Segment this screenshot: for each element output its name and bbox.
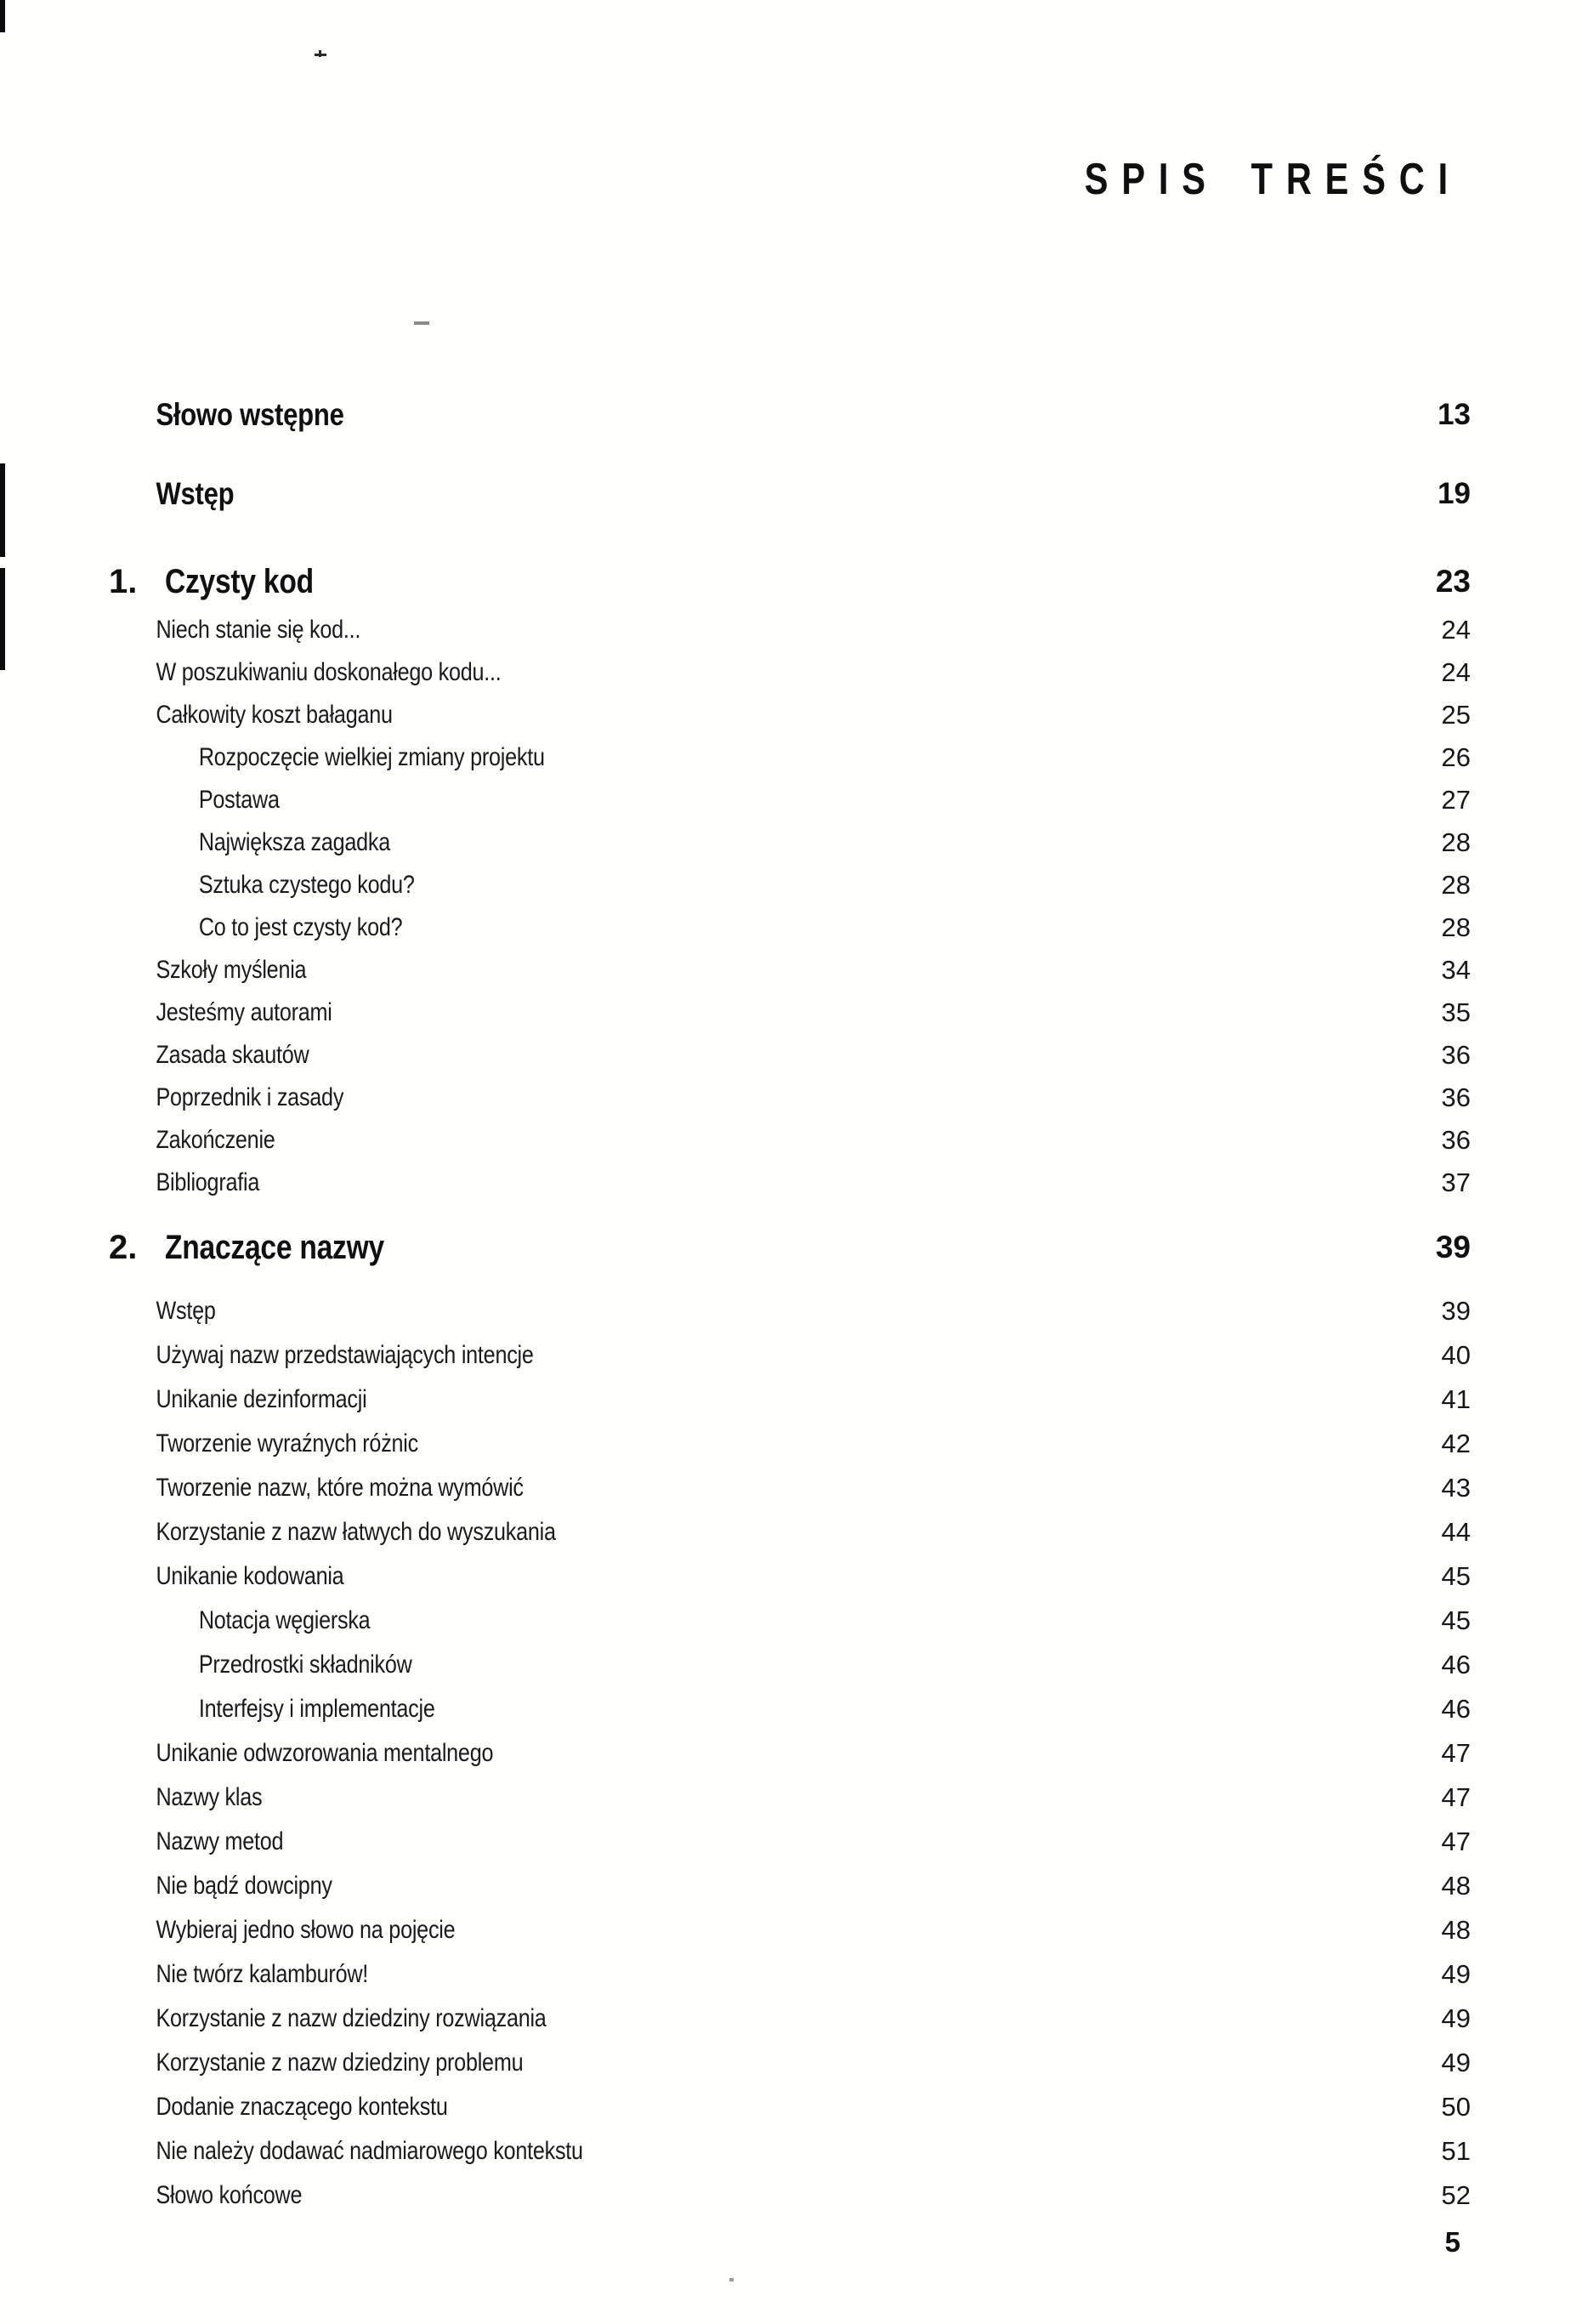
toc-row (109, 950, 1471, 991)
toc-entry-page: 46 (1441, 1694, 1471, 1724)
toc-row (109, 737, 1471, 778)
toc-row (109, 1077, 1471, 1118)
toc-entry-label: Rozpoczęcie wielkiej zmiany projektu (198, 743, 545, 771)
toc-entry-page: 28 (1441, 827, 1471, 857)
toc-entry-page: 49 (1441, 2003, 1471, 2033)
toc-row (109, 2175, 1471, 2216)
toc-entry-label: Jesteśmy autorami (156, 998, 332, 1026)
toc-row (109, 695, 1471, 736)
toc-row (109, 554, 1471, 609)
toc-entry-label: Korzystanie z nazw łatwych do wyszukania (156, 1518, 556, 1546)
toc-row (109, 652, 1471, 693)
toc-row (109, 1162, 1471, 1203)
toc-entry-page: 48 (1441, 1915, 1471, 1945)
toc-row (109, 1220, 1471, 1275)
toc-entry-label: Bibliografia (156, 1168, 260, 1196)
scan-artifact (0, 568, 5, 670)
toc-entry-page: 47 (1441, 1827, 1471, 1856)
toc-entry-page: 47 (1441, 1782, 1471, 1812)
toc-entry-page: 36 (1441, 1082, 1471, 1112)
toc-entry-label: Sztuka czystego kodu? (198, 871, 415, 899)
toc-entry-label: Nazwy klas (156, 1783, 263, 1811)
toc-entry-page: 44 (1441, 1517, 1471, 1547)
toc-row (109, 1335, 1471, 1376)
toc-entry-page: 35 (1441, 997, 1471, 1027)
toc-row (109, 610, 1471, 651)
toc-row (109, 865, 1471, 906)
toc-row (109, 992, 1471, 1033)
toc-entry-page: 45 (1441, 1605, 1471, 1635)
toc-entry-page: 34 (1441, 955, 1471, 985)
chapter-page: 39 (1435, 1230, 1471, 1264)
toc-entry-label: Poprzednik i zasady (156, 1083, 344, 1111)
toc-row (109, 1733, 1471, 1774)
toc-entry-page: 52 (1441, 2180, 1471, 2210)
toc-entry-label: Korzystanie z nazw dziedziny rozwiązania (156, 2004, 547, 2032)
toc-entry-label: Słowo końcowe (156, 2181, 303, 2209)
toc-entry-page: 36 (1441, 1040, 1471, 1070)
toc-row (109, 1468, 1471, 1509)
toc-entry-label: Unikanie dezinformacji (156, 1385, 367, 1413)
toc-entry-page: 49 (1441, 1959, 1471, 1989)
toc-row (109, 1866, 1471, 1906)
toc-row (109, 1821, 1471, 1862)
page-title: SPIS TREŚCI (1084, 155, 1461, 204)
toc-entry-page: 13 (1437, 398, 1471, 431)
toc-row (109, 1120, 1471, 1161)
toc-entry-page: 39 (1441, 1296, 1471, 1326)
toc-row (109, 2131, 1471, 2172)
chapter-title: Czysty kod (165, 562, 314, 600)
toc-entry-page: 43 (1441, 1473, 1471, 1503)
toc-row (109, 1379, 1471, 1420)
toc-entry-label: Unikanie kodowania (156, 1562, 344, 1590)
toc-entry-page: 26 (1441, 742, 1471, 772)
toc-entry-label: Unikanie odwzorowania mentalnego (156, 1739, 494, 1767)
toc-row (109, 1512, 1471, 1553)
toc-row (109, 2043, 1471, 2083)
toc-row (109, 1556, 1471, 1597)
toc-entry-page: 36 (1441, 1125, 1471, 1155)
toc-row (109, 1998, 1471, 2039)
chapter-number: 1. (109, 562, 138, 600)
toc-entry-label: Przedrostki składników (198, 1651, 412, 1679)
toc-entry-page: 37 (1441, 1168, 1471, 1197)
toc-row (109, 1291, 1471, 1332)
scan-artifact (729, 2278, 734, 2281)
toc-entry-page: 47 (1441, 1738, 1471, 1768)
toc-entry-label: Zasada skautów (156, 1041, 309, 1069)
toc-entry-label: Zakończenie (156, 1126, 275, 1154)
toc-row (109, 1777, 1471, 1818)
toc-entry-label: Całkowity koszt bałaganu (156, 701, 393, 729)
toc-entry-label: Dodanie znaczącego kontekstu (156, 2093, 448, 2121)
scan-artifact-plus (314, 48, 327, 60)
toc-row (109, 1910, 1471, 1951)
toc-entry-label: Tworzenie nazw, które można wymówić (156, 1474, 524, 1502)
toc-entry-page: 41 (1441, 1384, 1471, 1414)
toc-entry-label: Nazwy metod (156, 1827, 284, 1855)
toc-entry-page: 51 (1441, 2136, 1471, 2166)
toc-entry-page: 25 (1441, 700, 1471, 730)
toc-row (109, 1423, 1471, 1464)
toc-entry-page: 24 (1441, 615, 1471, 645)
chapter-title: Znaczące nazwy (165, 1228, 384, 1266)
toc-row (109, 469, 1471, 520)
toc-entry-label: Notacja węgierska (198, 1606, 371, 1634)
toc-entry-label: Używaj nazw przedstawiających intencje (156, 1341, 534, 1369)
toc-entry-label: Wybieraj jedno słowo na pojęcie (156, 1916, 456, 1944)
toc-row (109, 1035, 1471, 1076)
toc-row (109, 1645, 1471, 1685)
toc-entry-label: Szkoły myślenia (156, 956, 307, 984)
toc-entry-label: Nie należy dodawać nadmiarowego kontekstu (156, 2137, 583, 2165)
toc-entry-page: 27 (1441, 785, 1471, 815)
toc-entry-page: 42 (1441, 1429, 1471, 1458)
toc-entry-page: 45 (1441, 1561, 1471, 1591)
toc-entry-label: Interfejsy i implementacje (198, 1695, 435, 1723)
toc-row (109, 1689, 1471, 1730)
toc-entry-page: 40 (1441, 1340, 1471, 1370)
toc-row (109, 1600, 1471, 1641)
folio-page-number: 5 (1444, 2226, 1460, 2258)
toc-entry-label: Tworzenie wyraźnych różnic (156, 1429, 419, 1457)
toc-entry-label: W poszukiwaniu doskonałego kodu... (156, 658, 502, 686)
toc-entry-page: 49 (1441, 2048, 1471, 2077)
toc-entry-page: 19 (1437, 477, 1471, 510)
toc-entry-page: 28 (1441, 912, 1471, 942)
toc-row (109, 780, 1471, 821)
toc-entry-label: Niech stanie się kod... (156, 616, 361, 644)
toc-entry-label: Największa zagadka (198, 828, 391, 856)
toc-entry-page: 48 (1441, 1871, 1471, 1901)
toc-entry-label: Co to jest czysty kod? (198, 913, 403, 941)
chapter-page: 23 (1435, 564, 1471, 599)
scan-artifact (0, 0, 5, 32)
toc-entry-label: Nie twórz kalamburów! (156, 1960, 369, 1988)
toc-row (109, 2087, 1471, 2128)
scan-artifact (0, 463, 5, 557)
toc-entry-page: 46 (1441, 1650, 1471, 1679)
toc-entry-label: Wstęp (156, 1297, 216, 1325)
toc-entry-label: Nie bądź dowcipny (156, 1872, 332, 1900)
scan-artifact (414, 321, 429, 325)
toc-entry-page: 24 (1441, 657, 1471, 687)
toc-entry-label: Korzystanie z nazw dziedziny problemu (156, 2048, 524, 2077)
chapter-number: 2. (109, 1228, 138, 1266)
toc-row (109, 907, 1471, 948)
toc-row (109, 1954, 1471, 1995)
toc-entry-label: Słowo wstępne (156, 397, 344, 432)
toc-entry-label: Wstęp (156, 476, 235, 511)
toc-row (109, 822, 1471, 863)
toc-entry-page: 50 (1441, 2092, 1471, 2122)
toc-entry-page: 28 (1441, 870, 1471, 900)
toc-row (109, 389, 1471, 440)
toc-entry-label: Postawa (198, 786, 280, 814)
